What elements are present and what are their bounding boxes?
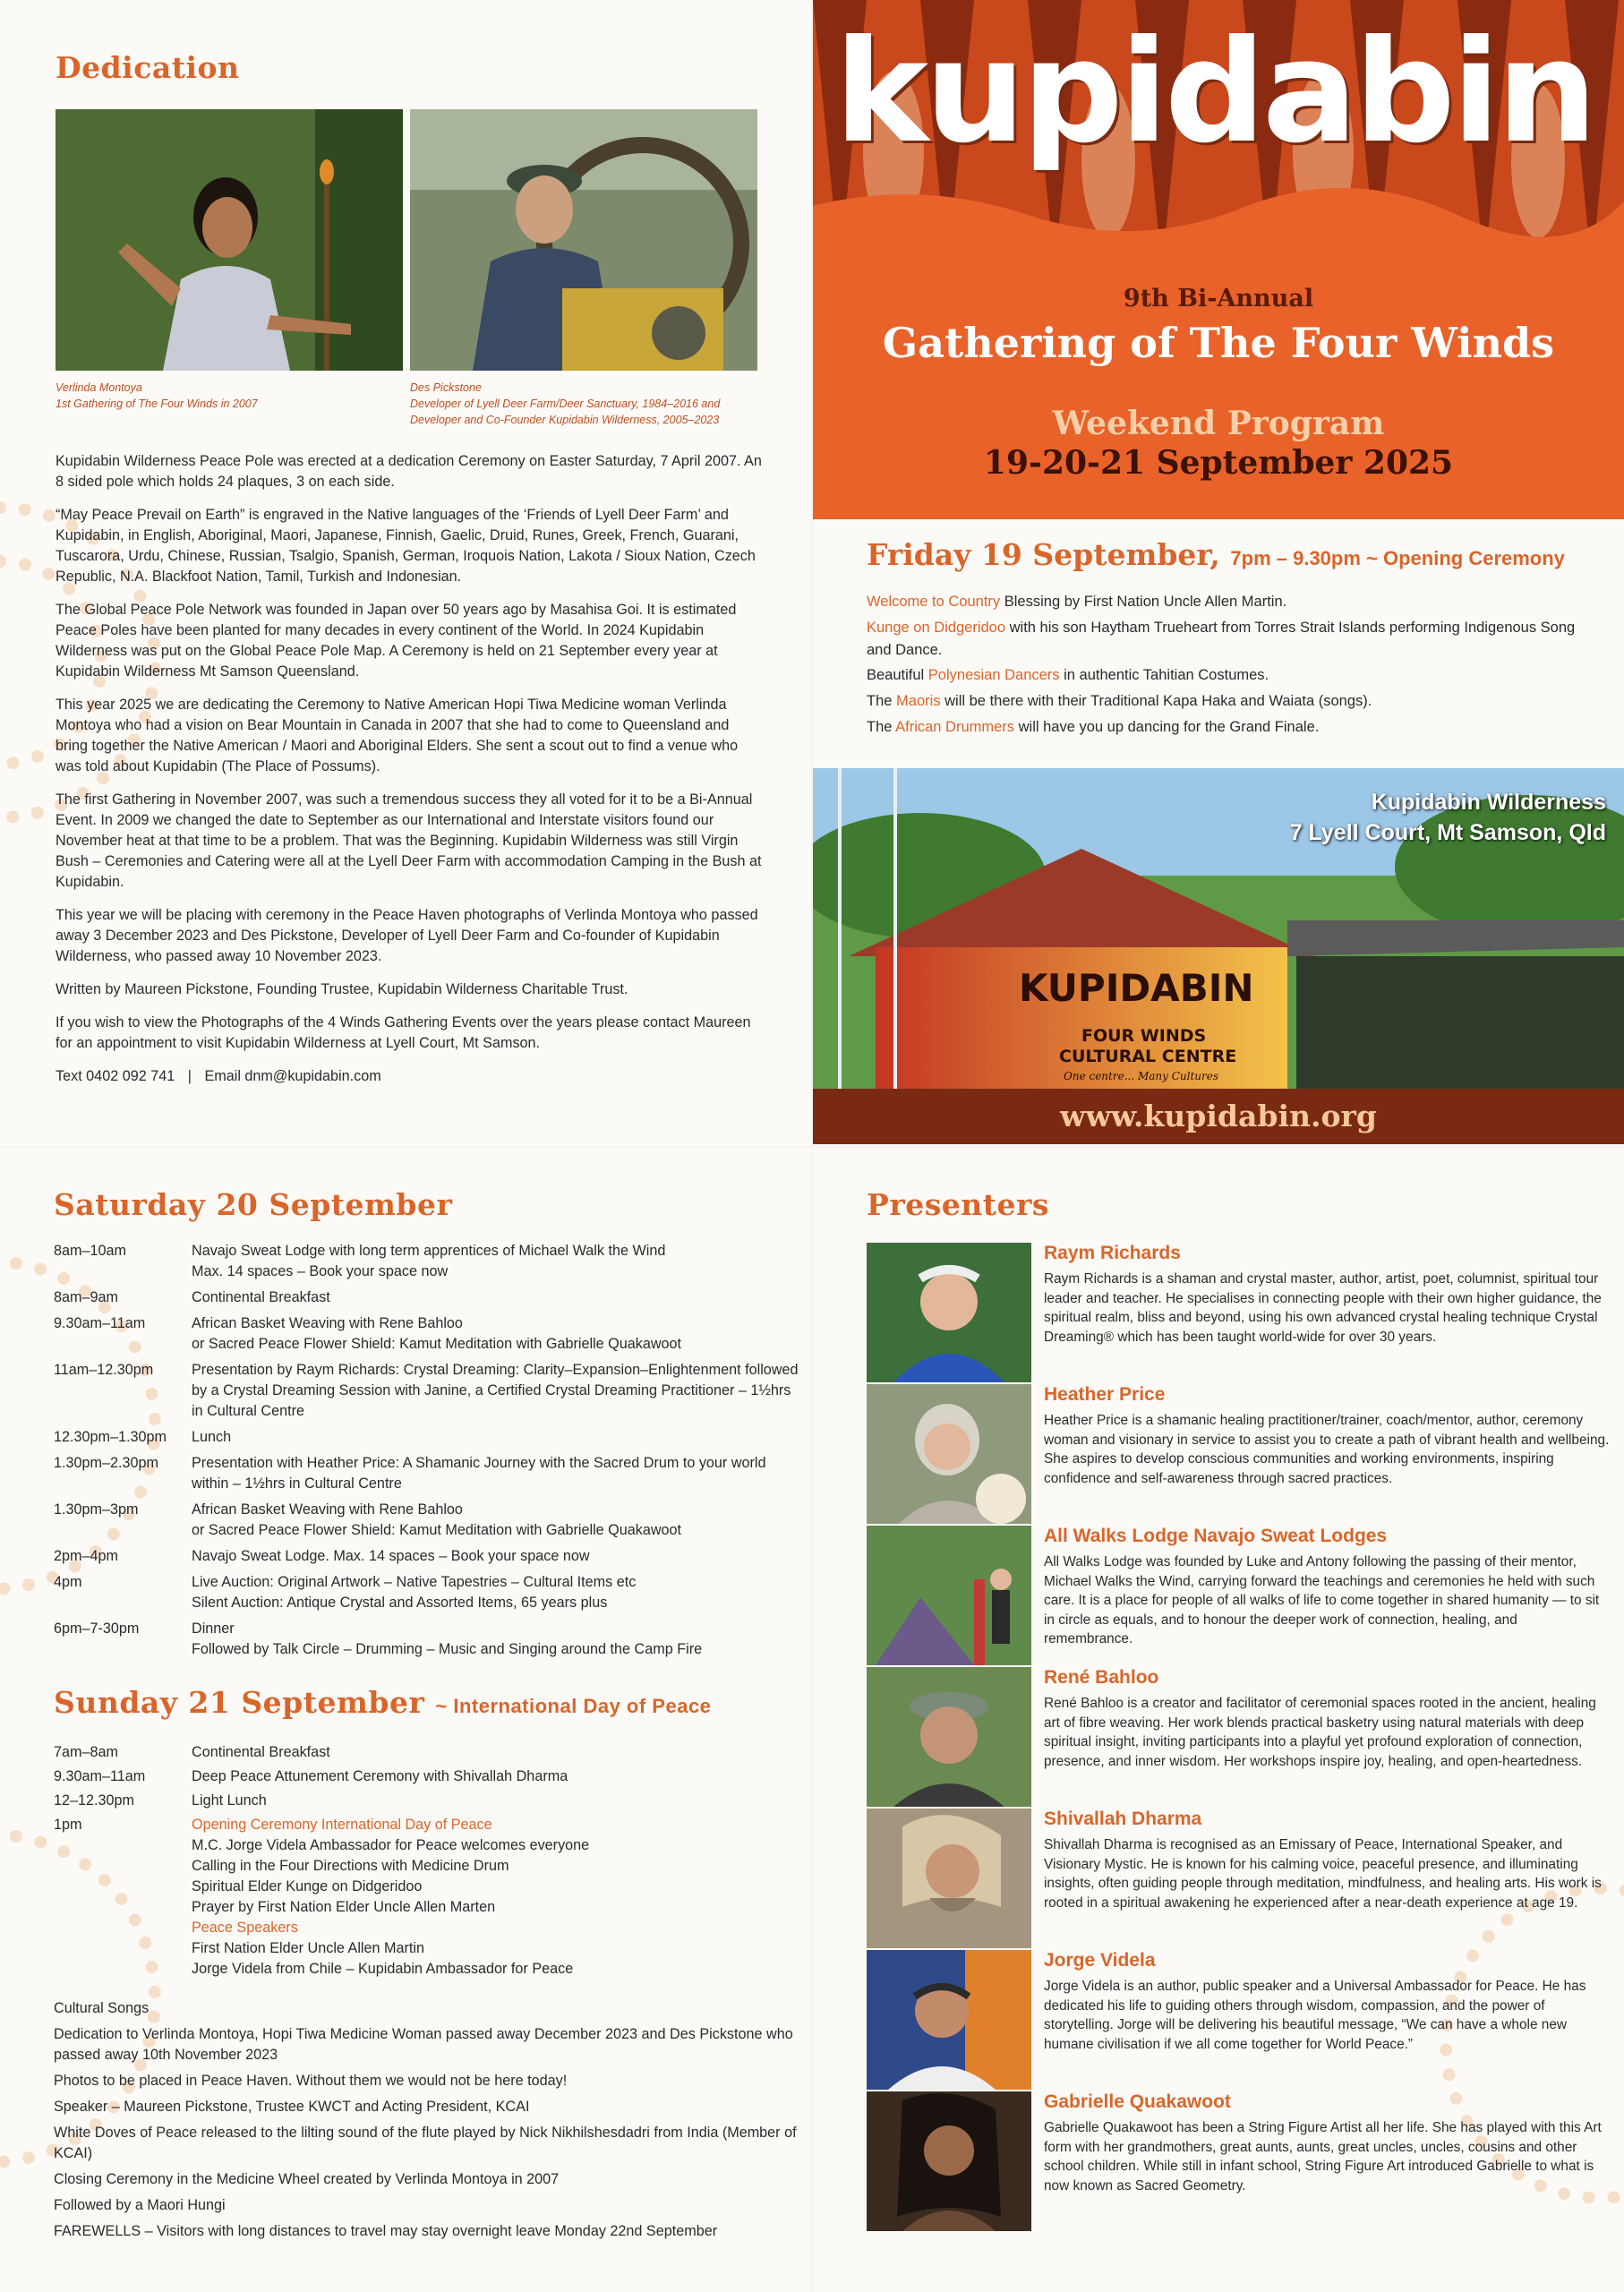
presenter-photo <box>867 1950 1031 2090</box>
ceremony-item: M.C. Jorge Videla Ambassador for Peace welcomes everyone <box>192 1837 590 1853</box>
friday-item <box>867 716 1583 739</box>
presenter-card <box>867 1809 1610 1950</box>
venue-name: Kupidabin Wilderness <box>1371 790 1606 815</box>
schedule-row <box>54 1241 806 1282</box>
item-text: will be there with their Traditional Kapa Haka and Waiata (songs). <box>940 693 1372 709</box>
presenter-card <box>867 1667 1610 1809</box>
separator: | <box>187 1068 192 1084</box>
desc-line: Continental Breakfast <box>192 1289 330 1305</box>
presenter-bio: Gabrielle Quakawoot has been a String Figure Artist all her life. She has played with this Art form with her grandmothers, great aunts, aunts, great uncles, uncles, cousins and other school children. While still in infant school, String Figure Art introduced Gabrielle to what is now known as Sacred Geometry. <box>1044 2120 1602 2194</box>
time: 9.30am–11am <box>54 1315 146 1331</box>
presenter-card <box>867 1950 1610 2091</box>
friday-item <box>867 690 1583 713</box>
closing-item: Photos to be placed in Peace Haven. Without them we would not be here today! <box>54 2073 568 2089</box>
caption-name: Des Pickstone <box>410 381 482 394</box>
item-text: The <box>867 718 896 735</box>
cover-page <box>813 0 1624 1146</box>
presenter-card <box>867 1384 1610 1526</box>
dedication-title: Dedication <box>56 50 240 85</box>
caption-role: Developer of Lyell Deer Farm/Deer Sanctuary, 1984–2016 and <box>410 398 721 411</box>
time: 2pm–4pm <box>54 1548 118 1564</box>
des-caption <box>410 380 768 428</box>
presenter-name: René Bahloo <box>1044 1667 1159 1688</box>
time: 11am–12.30pm <box>54 1362 154 1378</box>
schedule-row <box>54 1791 806 1811</box>
friday-item <box>867 664 1583 687</box>
schedule-row <box>54 1766 806 1787</box>
desc-line: Navajo Sweat Lodge. Max. 14 spaces – Book your space now <box>192 1548 590 1564</box>
saturday-schedule <box>54 1241 806 1665</box>
friday-day: Friday 19 September, <box>867 537 1220 572</box>
desc-line: African Basket Weaving with Rene Bahloo <box>192 1315 463 1331</box>
sunday-title <box>54 1685 711 1720</box>
presenter-name: Shivallah Dharma <box>1044 1809 1202 1829</box>
schedule-row <box>54 1815 806 1980</box>
schedule-row <box>54 1427 806 1448</box>
presenter-photo <box>867 2091 1031 2231</box>
ceremony-heading: Opening Ceremony International Day of Peace <box>192 1817 492 1833</box>
presenter-bio: Heather Price is a shamanic healing practitioner/trainer, coach/mentor, author, ceremony woman and visionary in service to assist you to create a path of vibrant health and wellbeing. She aspires to develop conscious communities and working environments, inspiring confidence and self-awareness through sacred practices. <box>1044 1413 1610 1486</box>
closing-item: White Doves of Peace released to the lilting sound of the flute played by Nick Nikhilshesdadri from India (Member of KCAI) <box>54 2125 797 2161</box>
venue-sign-text: KUPIDABIN <box>1019 966 1254 1010</box>
presenter-photo <box>867 1243 1031 1382</box>
paragraph: Written by Maureen Pickstone, Founding Trustee, Kupidabin Wilderness Charitable Trust. <box>56 981 628 997</box>
event-title: Gathering of The Four Winds <box>882 319 1555 367</box>
venue-sign-text: One centre... Many Cultures <box>1064 1070 1219 1082</box>
desc-line: or Sacred Peace Flower Shield: Kamut Meditation with Gabrielle Quakawoot <box>192 1522 682 1538</box>
time: 8am–10am <box>54 1243 126 1259</box>
caption-name: Verlinda Montoya <box>56 381 142 394</box>
presenter-bio: All Walks Lodge was founded by Luke and Antony following the passing of their mentor, Michael Walks the Wind, carrying forward the teachings and ceremonies he held with such care. It is a place for people of all walks of life to come together in shared humanity — to sit in circle as equals, and to honour the deeper work of connection, healing, and remembrance. <box>1044 1554 1600 1647</box>
presenter-card <box>867 1243 1610 1384</box>
item-text: will have you up dancing for the Grand Finale. <box>1014 718 1320 735</box>
description: Light Lunch <box>192 1792 267 1809</box>
description <box>192 1241 806 1282</box>
description <box>192 1546 806 1567</box>
schedule-page <box>0 1148 811 2292</box>
paragraph: “May Peace Prevail on Earth” is engraved in the Native languages of the ‘Friends of Lyell Deer Farm’ and Kupidabin, in English, Aboriginal, Maori, Japanese, Finnish, Gaelic, Druid, Runes, Greek, French, Guarani, Tuscarora, Urdu, Chinese, Russian, Tsalgio, Spanish, German, Iroquois Nation, Lakota / Sioux Nation, Czech Republic, N.A. Blackfoot Nation, Tamil, Turkish and Indonesian. <box>56 507 756 585</box>
closing-item: Cultural Songs <box>54 2000 150 2016</box>
presenter-photo <box>867 1526 1031 1665</box>
description <box>192 1500 806 1541</box>
ceremony-item: Spiritual Elder Kunge on Didgeridoo <box>192 1878 423 1894</box>
cover-hero <box>813 0 1624 519</box>
schedule-row <box>54 1287 806 1308</box>
item-text: in authentic Tahitian Costumes. <box>1059 667 1269 684</box>
contact-line <box>56 1066 763 1087</box>
desc-line: Presentation with Heather Price: A Shamanic Journey with the Sacred Drum to your world within – 1½hrs in Cultural Centre <box>192 1455 766 1492</box>
presenters-page <box>813 1148 1624 2292</box>
schedule-row <box>54 1572 806 1613</box>
schedule-row <box>54 1546 806 1567</box>
description <box>192 1572 806 1613</box>
kupidabin-logo: kupidabin <box>834 10 1594 175</box>
presenter-card <box>867 1526 1610 1667</box>
presenter-bio: René Bahloo is a creator and facilitator of ceremonial spaces rooted in the ancient, healing art of fibre weaving. Her work blends practical basketry using natural materials with deep spiritual insight, inviting participants into a playful yet profound exploration of connection, presence, and inner wisdom. Her workshops inspire joy, healing, and open-heartedness. <box>1044 1696 1596 1769</box>
paragraph: The first Gathering in November 2007, was such a tremendous success they all voted for it to be a Bi-Annual Event. In 2009 we changed the date to September as our International and Interstate visitors found our November heat at that time to be a problem. That was the Beginning. Kupidabin Wilderness was still Virgin Bush – Ceremonies and Catering were all at the Lyell Deer Farm with accommodation Camping in the Bush at Kupidabin. <box>56 791 762 890</box>
schedule-row <box>54 1619 806 1660</box>
highlight: Welcome to Country <box>867 594 1001 610</box>
time: 1pm <box>54 1817 82 1833</box>
friday-time: 7pm – 9.30pm ~ Opening Ceremony <box>1230 547 1565 569</box>
description <box>192 1360 806 1422</box>
closing-item: Followed by a Maori Hungi <box>54 2197 226 2213</box>
presenter-bio: Shivallah Dharma is recognised as an Emissary of Peace, International Speaker, and Visionary Mystic. He is known for his calming voice, peaceful presence, and illuminating insights, often guiding people through meditation, mindfulness, and healing arts. His work is rooted in a spiritual awakening he experienced after a near-death experience at age 19. <box>1044 1837 1602 1911</box>
description <box>192 1815 806 1980</box>
closing-item: Closing Ceremony in the Medicine Wheel created by Verlinda Montoya in 2007 <box>54 2171 560 2187</box>
description <box>192 1453 806 1494</box>
desc-line: Dinner <box>192 1621 235 1637</box>
description: Continental Breakfast <box>192 1744 330 1760</box>
email-text: Email dnm@kupidabin.com <box>204 1068 381 1084</box>
time: 12.30pm–1.30pm <box>54 1429 167 1445</box>
venue-street: 7 Lyell Court, Mt Samson, Qld <box>1289 819 1606 845</box>
highlight: Maoris <box>896 693 941 709</box>
closing-item: Speaker – Maureen Pickstone, Trustee KWCT and Acting President, KCAI <box>54 2099 530 2115</box>
presenter-card <box>867 2091 1610 2233</box>
description <box>192 1287 806 1308</box>
time: 6pm–7-30pm <box>54 1621 140 1637</box>
time: 8am–9am <box>54 1289 118 1305</box>
item-text: Blessing by First Nation Uncle Allen Martin. <box>1000 594 1287 610</box>
program-label: Weekend Program <box>1052 405 1385 442</box>
speaker-item: First Nation Elder Uncle Allen Martin <box>192 1940 424 1956</box>
presenter-bio: Raym Richards is a shaman and crystal master, author, artist, poet, columnist, spiritual tour leader and teacher. He specialises in connecting people with their own higher guidance, the spiritual realm, bliss and beyond, using his own advanced crystal healing technique Crystal Dreaming® which has been taught world-wide for over 30 years. <box>1044 1271 1602 1345</box>
desc-line: Silent Auction: Antique Crystal and Assorted Items, 65 years plus <box>192 1595 608 1611</box>
item-text: Beautiful <box>867 667 928 684</box>
speaker-item: Jorge Videla from Chile – Kupidabin Ambassador for Peace <box>192 1961 574 1977</box>
friday-item <box>867 591 1583 613</box>
friday-program <box>867 591 1583 742</box>
schedule-row <box>54 1360 806 1422</box>
presenter-name: Jorge Videla <box>1044 1950 1156 1971</box>
website-url[interactable]: www.kupidabin.org <box>813 1089 1624 1144</box>
time: 4pm <box>54 1574 82 1590</box>
description <box>192 1619 806 1660</box>
time: 1.30pm–2.30pm <box>54 1455 158 1471</box>
sunday-schedule <box>54 1742 806 1985</box>
time: 9.30am–11am <box>54 1768 146 1784</box>
item-text: with his son Haytham Trueheart from Torres Strait Islands performing Indigenous Song and Dance. <box>867 619 1576 658</box>
schedule-row <box>54 1742 806 1763</box>
venue-sign-text: CULTURAL CENTRE <box>1059 1047 1237 1066</box>
friday-item <box>867 617 1583 662</box>
paragraph: The Global Peace Pole Network was founded in Japan over 50 years ago by Masahisa Goi. It is estimated Peace Poles have been planted for many decades in every continent of the World. In 2024 Kupidabin Wilderness was put on the Global Peace Pole Map. A Ceremony is held on 21 September every year at Kupidabin Wilderness Mt Samson Queensland. <box>56 602 737 680</box>
description <box>192 1313 806 1355</box>
presenter-name: Heather Price <box>1044 1384 1166 1405</box>
desc-line: Navajo Sweat Lodge with long term apprentices of Michael Walk the Wind <box>192 1243 666 1259</box>
presenter-photo <box>867 1384 1031 1524</box>
time: 12–12.30pm <box>54 1792 135 1809</box>
presenter-photo <box>867 1809 1031 1948</box>
caption-role: Developer and Co-Founder Kupidabin Wilderness, 2005–2023 <box>410 414 720 427</box>
highlight: African Drummers <box>895 718 1015 735</box>
paragraph: This year we will be placing with ceremony in the Peace Haven photographs of Verlinda Montoya who passed away 3 December 2023 and Des Pickstone, Developer of Lyell Deer Farm and Co-founder of Kupidabin Wilderness, who passed away 10 November 2023. <box>56 907 758 964</box>
schedule-row <box>54 1313 806 1355</box>
friday-heading <box>867 537 1565 572</box>
paragraph: If you wish to view the Photographs of the 4 Winds Gathering Events over the years please contact Maureen for an appointment to visit Kupidabin Wilderness at Lyell Court, Mt Samson. <box>56 1014 751 1051</box>
closing-item: Dedication to Verlinda Montoya, Hopi Tiwa Medicine Woman passed away December 2023 and Des Pickstone who passed away 10th November 2023 <box>54 2026 793 2063</box>
desc-line: African Basket Weaving with Rene Bahloo <box>192 1501 463 1518</box>
presenter-name: Raym Richards <box>1044 1243 1181 1263</box>
sunday-subtitle: ~ International Day of Peace <box>435 1695 712 1717</box>
desc-line: Max. 14 spaces – Book your space now <box>192 1263 449 1279</box>
item-text: The <box>867 693 897 709</box>
paragraph: This year 2025 we are dedicating the Ceremony to Native American Hopi Tiwa Medicine woman Verlinda Montoya who had a vision on Bear Mountain in Canada in 2007 that she had to come to Queensland and bring together the Native American / Maori and Aboriginal Elders. She sent a scout out to find a venue who was told about Kupidabin (The Place of Possums). <box>56 697 739 774</box>
schedule-row <box>54 1500 806 1541</box>
caption-role: 1st Gathering of The Four Winds in 2007 <box>56 398 258 411</box>
saturday-title: Saturday 20 September <box>54 1187 453 1222</box>
des-pickstone-photo <box>410 109 757 371</box>
paragraph: Kupidabin Wilderness Peace Pole was erected at a dedication Ceremony on Easter Saturday, 7 April 2007. An 8 sided pole which holds 24 plaques, 3 on each side. <box>56 453 762 490</box>
sunday-closing-items <box>54 1998 806 2247</box>
desc-line: or Sacred Peace Flower Shield: Kamut Meditation with Gabrielle Quakawoot <box>192 1336 682 1352</box>
highlight: Polynesian Dancers <box>927 667 1060 684</box>
verlinda-montoya-photo <box>56 109 403 371</box>
time: 7am–8am <box>54 1744 118 1760</box>
speakers-heading: Peace Speakers <box>192 1920 298 1936</box>
venue-address <box>1290 788 1606 849</box>
desc-line: Presentation by Raym Richards: Crystal Dreaming: Clarity–Expansion–Enlightenment followed by a Crystal Dreaming Session with Janine, a Certified Crystal Dreaming Practitioner – 1½hrs in Cultural Centre <box>192 1362 799 1419</box>
sunday-day: Sunday 21 September <box>54 1685 425 1720</box>
description <box>192 1427 806 1448</box>
presenter-bio: Jorge Videla is an author, public speaker and a Universal Ambassador for Peace. He has dedicated his life to guiding others through wisdom, compassion, and the power of storytelling. Jorge will be delivering his beautiful message, “We can have a whole new humane civilisation if we all come together for World Peace.” <box>1044 1979 1586 2052</box>
ceremony-item: Prayer by First Nation Elder Uncle Allen Marten <box>192 1899 496 1915</box>
schedule-row <box>54 1453 806 1494</box>
time: 1.30pm–3pm <box>54 1501 139 1518</box>
presenter-name: Gabrielle Quakawoot <box>1044 2091 1231 2112</box>
phone-text: Text 0402 092 741 <box>56 1068 175 1084</box>
dedication-page <box>0 0 811 1146</box>
desc-line: Followed by Talk Circle – Drumming – Music and Singing around the Camp Fire <box>192 1641 703 1657</box>
event-dates: 19-20-21 September 2025 <box>983 444 1454 482</box>
presenters-title: Presenters <box>867 1187 1049 1222</box>
desc-line: Live Auction: Original Artwork – Native Tapestries – Cultural Items etc <box>192 1574 637 1590</box>
presenter-name: All Walks Lodge Navajo Sweat Lodges <box>1044 1526 1388 1546</box>
edition-label: 9th Bi-Annual <box>1123 285 1314 312</box>
desc-line: Lunch <box>192 1429 232 1445</box>
ceremony-item: Calling in the Four Directions with Medicine Drum <box>192 1858 509 1874</box>
presenter-photo <box>867 1667 1031 1807</box>
venue-sign-text: FOUR WINDS <box>1081 1026 1207 1046</box>
verlinda-caption <box>56 380 403 412</box>
dedication-body <box>56 451 763 1099</box>
description: Deep Peace Attunement Ceremony with Shivallah Dharma <box>192 1768 568 1784</box>
highlight: Kunge on Didgeridoo <box>867 619 1006 636</box>
closing-item: FAREWELLS – Visitors with long distances to travel may stay overnight leave Monday 22nd September <box>54 2223 718 2239</box>
